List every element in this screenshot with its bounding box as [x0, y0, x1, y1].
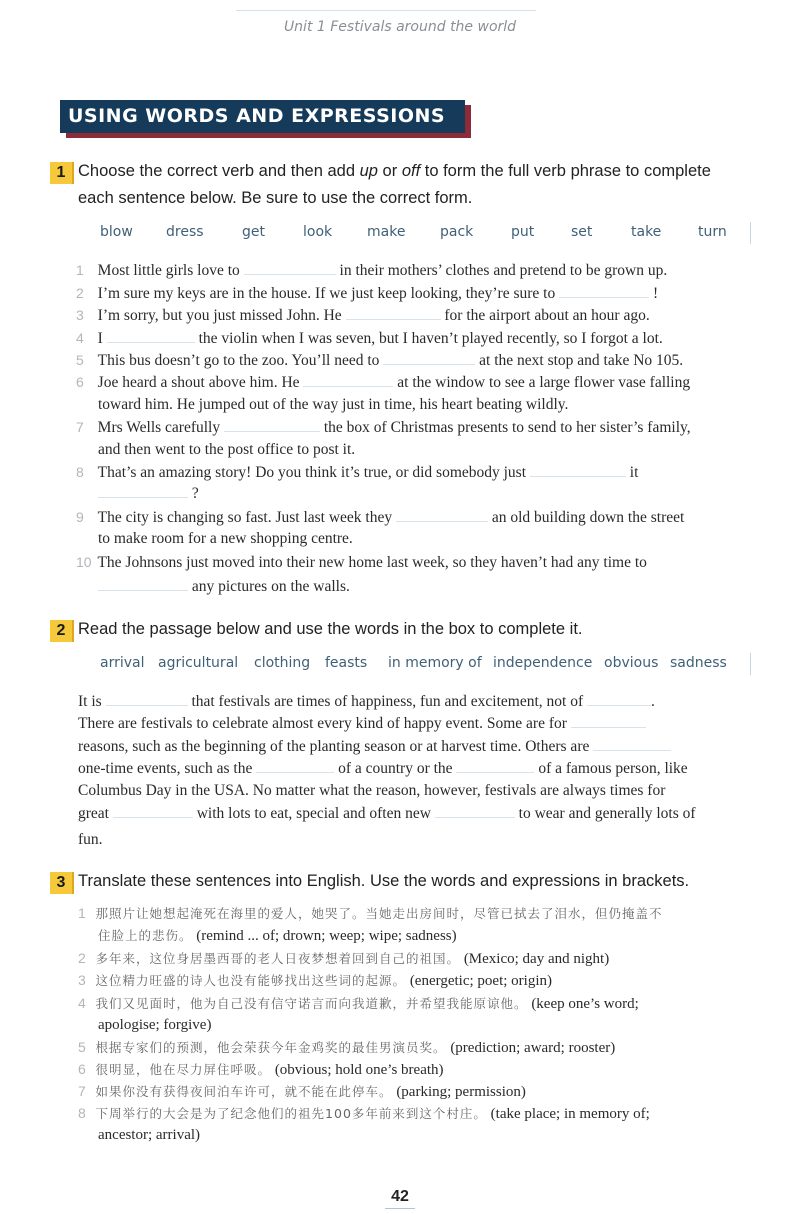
word-bank-item: in memory of	[388, 655, 482, 671]
sentence-8: 8 That’s an amazing story! Do you think it’s true, or did somebody just it	[76, 464, 639, 481]
word-bank-item: clothing	[254, 655, 311, 671]
passage-line-1: It is that festivals are times of happiness, fun and excitement, not of .	[78, 693, 655, 710]
answer-blank[interactable]	[559, 285, 649, 298]
sentence-10-line2: any pictures on the walls.	[98, 576, 768, 599]
answer-blank[interactable]	[98, 485, 188, 498]
translation-item-6: 6 很明显，他在尽力屏住呼吸。 (obvious; hold one’s breath)	[78, 1061, 444, 1078]
word-bank-item: arrival	[100, 655, 145, 671]
answer-blank[interactable]	[593, 738, 671, 751]
unit-title: Unit 1 Festivals around the world	[283, 19, 517, 35]
word-bank-item: set	[571, 224, 593, 240]
passage-line-2: There are festivals to celebrate almost every kind of happy event. Some are for	[78, 713, 758, 736]
word-bank-item: sadness	[670, 655, 727, 671]
sentence-3: 3 I’m sorry, but you just missed John. He for the airport about an hour ago.	[76, 307, 650, 324]
answer-blank[interactable]	[396, 509, 488, 522]
translation-item-5: 5 根据专家们的预测，他会荣获今年金鸡奖的最佳男演员奖。 (prediction; award; rooster)	[78, 1039, 616, 1056]
translation-item-4-line2: apologise; forgive)	[98, 1017, 212, 1033]
word-bank-divider	[750, 653, 751, 675]
translation-item-2: 2 多年来，这位身居墨西哥的老人日夜梦想着回到自己的祖国。 (Mexico; day and night)	[78, 950, 610, 967]
answer-blank[interactable]	[244, 262, 336, 275]
translation-item-4: 4 我们又见面时，他为自己没有信守诺言而向我道歉，并希望我能原谅他。 (keep one’s word;	[78, 995, 639, 1012]
sentence-1: 1 Most little girls love to in their mothers’ clothes and pretend to be grown up.	[76, 262, 668, 279]
translation-item-1: 1 那照片让她想起淹死在海里的爱人，她哭了。当她走出房间时，尽管已拭去了泪水，但仍掩盖不	[78, 905, 663, 921]
word-bank-1	[0, 224, 800, 244]
answer-blank[interactable]	[530, 464, 626, 477]
sentence-9-line2: to make room for a new shopping centre.	[98, 530, 353, 547]
answer-blank[interactable]	[224, 419, 320, 432]
answer-blank[interactable]	[113, 805, 193, 818]
exercise-3-instruction: Translate these sentences into English. Use the words and expressions in brackets.	[78, 872, 690, 890]
word-bank-item: look	[303, 224, 333, 240]
sentence-6: 6 Joe heard a shout above him. He at the window to see a large flower vase falling	[76, 374, 691, 391]
word-bank-item: make	[367, 224, 406, 240]
passage-line-6: great with lots to eat, special and often new to wear and generally lots of	[78, 805, 696, 822]
passage-line-5: Columbus Day in the USA. No matter what the reason, however, festivals are always times for	[78, 782, 666, 799]
sentence-4: 4 I the violin when I was seven, but I haven’t played recently, so I forgot a lot.	[76, 330, 663, 347]
sentence-7: 7 Mrs Wells carefully the box of Christmas presents to send to her sister’s family,	[76, 419, 691, 436]
word-bank-divider	[750, 222, 751, 244]
word-bank-item: agricultural	[158, 655, 239, 671]
sentence-7-line2: and then went to the post office to post it.	[98, 441, 356, 458]
word-bank-2	[0, 655, 800, 675]
answer-blank[interactable]	[256, 760, 334, 773]
answer-blank[interactable]	[107, 330, 195, 343]
answer-blank[interactable]	[435, 805, 515, 818]
answer-blank[interactable]	[571, 715, 646, 728]
section-banner	[60, 100, 465, 133]
translation-item-3: 3 这位精力旺盛的诗人也没有能够找出这些词的起源。 (energetic; poet; origin)	[78, 972, 552, 989]
translation-item-8-line2: ancestor; arrival)	[98, 1127, 201, 1143]
sentence-5: 5 This bus doesn’t go to the zoo. You’ll need to at the next stop and take No 105.	[76, 352, 684, 369]
word-bank-item: put	[511, 224, 535, 240]
sentence-10: 10 The Johnsons just moved into their new home last week, so they haven’t had any time to	[76, 554, 647, 571]
word-bank-item: dress	[166, 224, 204, 240]
word-bank-item: take	[631, 224, 662, 240]
answer-blank[interactable]	[303, 374, 393, 387]
answer-blank[interactable]	[106, 693, 188, 706]
passage-line-7: fun.	[78, 831, 103, 848]
exercise-1-instruction: Choose the correct verb and then add up or off to form the full verb phrase to complete	[78, 162, 711, 180]
word-bank-item: get	[242, 224, 265, 240]
word-bank-item: feasts	[325, 655, 368, 671]
translation-item-1-line2: 住脸上的悲伤。 (remind ... of; drown; weep; wipe; sadness)	[98, 928, 457, 944]
header-decoration	[236, 0, 536, 11]
sentence-6-line2: toward him. He jumped out of the way just in time, his heart beating wildly.	[98, 396, 569, 413]
word-bank-item: independence	[493, 655, 593, 671]
answer-blank[interactable]	[383, 352, 475, 365]
page-number-underline	[385, 1208, 415, 1209]
word-bank-item: turn	[698, 224, 727, 240]
exercise-2-number: 2	[50, 620, 74, 642]
sentence-8-line2: ?	[98, 483, 768, 506]
translation-item-8: 8 下周举行的大会是为了纪念他们的祖先100多年前来到这个村庄。 (take place; in memory of;	[78, 1105, 650, 1122]
translation-item-7: 7 如果你没有获得夜间泊车许可，就不能在此停车。 (parking; permission)	[78, 1083, 526, 1100]
word-bank-item: pack	[440, 224, 474, 240]
answer-blank[interactable]	[456, 760, 534, 773]
exercise-1-number: 1	[50, 162, 74, 184]
section-title: USING WORDS AND EXPRESSIONS	[68, 105, 446, 127]
sentence-2: 2 I’m sure my keys are in the house. If we just keep looking, they’re sure to !	[76, 285, 659, 302]
passage-line-4: one-time events, such as the of a country or the of a famous person, like	[78, 760, 688, 777]
exercise-2-instruction: Read the passage below and use the words in the box to complete it.	[78, 620, 583, 638]
sentence-9: 9 The city is changing so fast. Just last week they an old building down the street	[76, 509, 685, 526]
page-number: 42	[391, 1188, 409, 1205]
exercise-3-number: 3	[50, 872, 74, 894]
answer-blank[interactable]	[587, 693, 651, 706]
passage-line-3: reasons, such as the beginning of the planting season or at harvest time. Others are	[78, 736, 758, 759]
word-bank-item: obvious	[604, 655, 659, 671]
answer-blank[interactable]	[346, 307, 441, 320]
answer-blank[interactable]	[98, 578, 188, 591]
exercise-1-instruction-line2: each sentence below. Be sure to use the correct form.	[78, 189, 473, 207]
word-bank-item: blow	[100, 224, 133, 240]
